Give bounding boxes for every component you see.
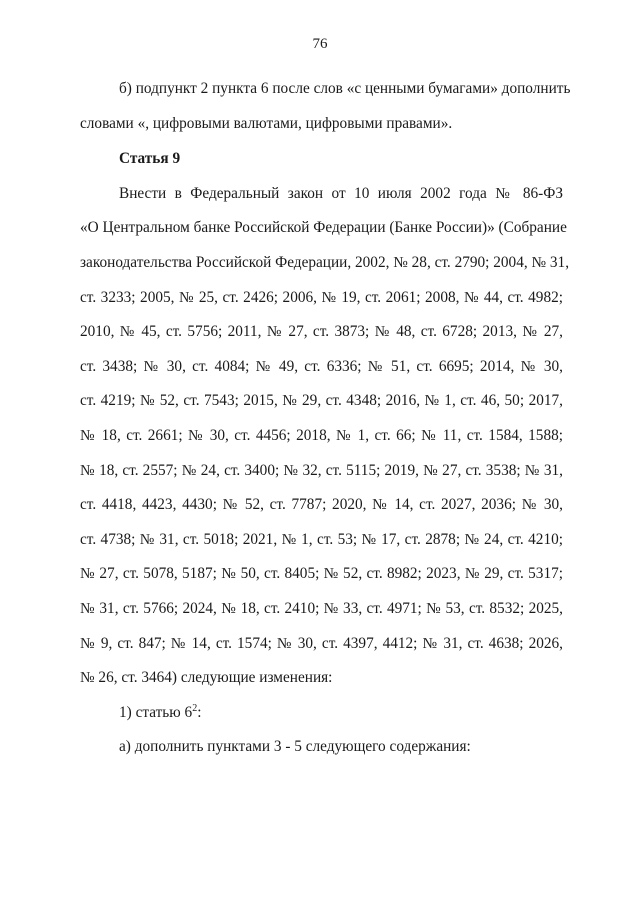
main-line-9: № 18, ст. 2557; № 24, ст. 3400; № 32, ст. 5115; 2019, № 27, ст. 3538; № 31, bbox=[80, 461, 563, 479]
main-line-15: № 26, ст. 3464) следующие изменения: bbox=[80, 669, 333, 687]
main-line-6: ст. 3438; № 30, ст. 4084; № 49, ст. 6336; № 51, ст. 6695; 2014, № 30, bbox=[80, 357, 563, 375]
item-1 bbox=[80, 696, 563, 731]
item-1-suffix: : bbox=[197, 703, 202, 721]
article-heading: Статья 9 bbox=[119, 150, 181, 168]
main-line-11: ст. 4738; № 31, ст. 5018; 2021, № 1, ст. 53; № 17, ст. 2878; № 24, ст. 4210; bbox=[80, 530, 563, 548]
main-line-4: ст. 3233; 2005, № 25, ст. 2426; 2006, № 19, ст. 2061; 2008, № 44, ст. 4982; bbox=[80, 288, 563, 306]
page-number: 76 bbox=[312, 36, 328, 52]
main-line-14: № 9, ст. 847; № 14, ст. 1574; № 30, ст. 4397, 4412; № 31, ст. 4638; 2026, bbox=[80, 634, 563, 652]
paragraph-b-line-2: словами «, цифровыми валютами, цифровыми правами». bbox=[80, 114, 453, 132]
main-line-12: № 27, ст. 5078, 5187; № 50, ст. 8405; № 52, ст. 8982; 2023, № 29, ст. 5317; bbox=[80, 565, 563, 583]
main-line-13: № 31, ст. 5766; 2024, № 18, ст. 2410; № 33, ст. 4971; № 53, ст. 8532; 2025, bbox=[80, 599, 563, 617]
main-line-5: 2010, № 45, ст. 5756; 2011, № 27, ст. 3873; № 48, ст. 6728; 2013, № 27, bbox=[80, 323, 563, 341]
main-line-8: № 18, ст. 2661; № 30, ст. 4456; 2018, № 1, ст. 66; № 11, ст. 1584, 1588; bbox=[80, 426, 563, 444]
item-1-superscript: 2 bbox=[192, 702, 198, 714]
item-a: а) дополнить пунктами 3 - 5 следующего содержания: bbox=[119, 738, 471, 756]
item-1-text: 1) статью 6 bbox=[119, 703, 193, 721]
main-line-3: законодательства Российской Федерации, 2002, № 28, ст. 2790; 2004, № 31, bbox=[80, 253, 570, 271]
main-line-1: Внести в Федеральный закон от 10 июля 2002 года № 86-ФЗ bbox=[119, 184, 563, 202]
document-body bbox=[80, 72, 571, 765]
main-line-2: «О Центральном банке Российской Федерации (Банке России)» (Собрание bbox=[80, 219, 567, 237]
paragraph-b bbox=[80, 72, 571, 141]
main-line-10: ст. 4418, 4423, 4430; № 52, ст. 7787; 2020, № 14, ст. 2027, 2036; № 30, bbox=[80, 496, 563, 514]
main-line-7: ст. 4219; № 52, ст. 7543; 2015, № 29, ст. 4348; 2016, № 1, ст. 46, 50; 2017, bbox=[80, 392, 563, 410]
main-paragraph bbox=[80, 177, 570, 696]
paragraph-b-line-1: б) подпункт 2 пункта 6 после слов «с ценными бумагами» дополнить bbox=[119, 80, 571, 97]
